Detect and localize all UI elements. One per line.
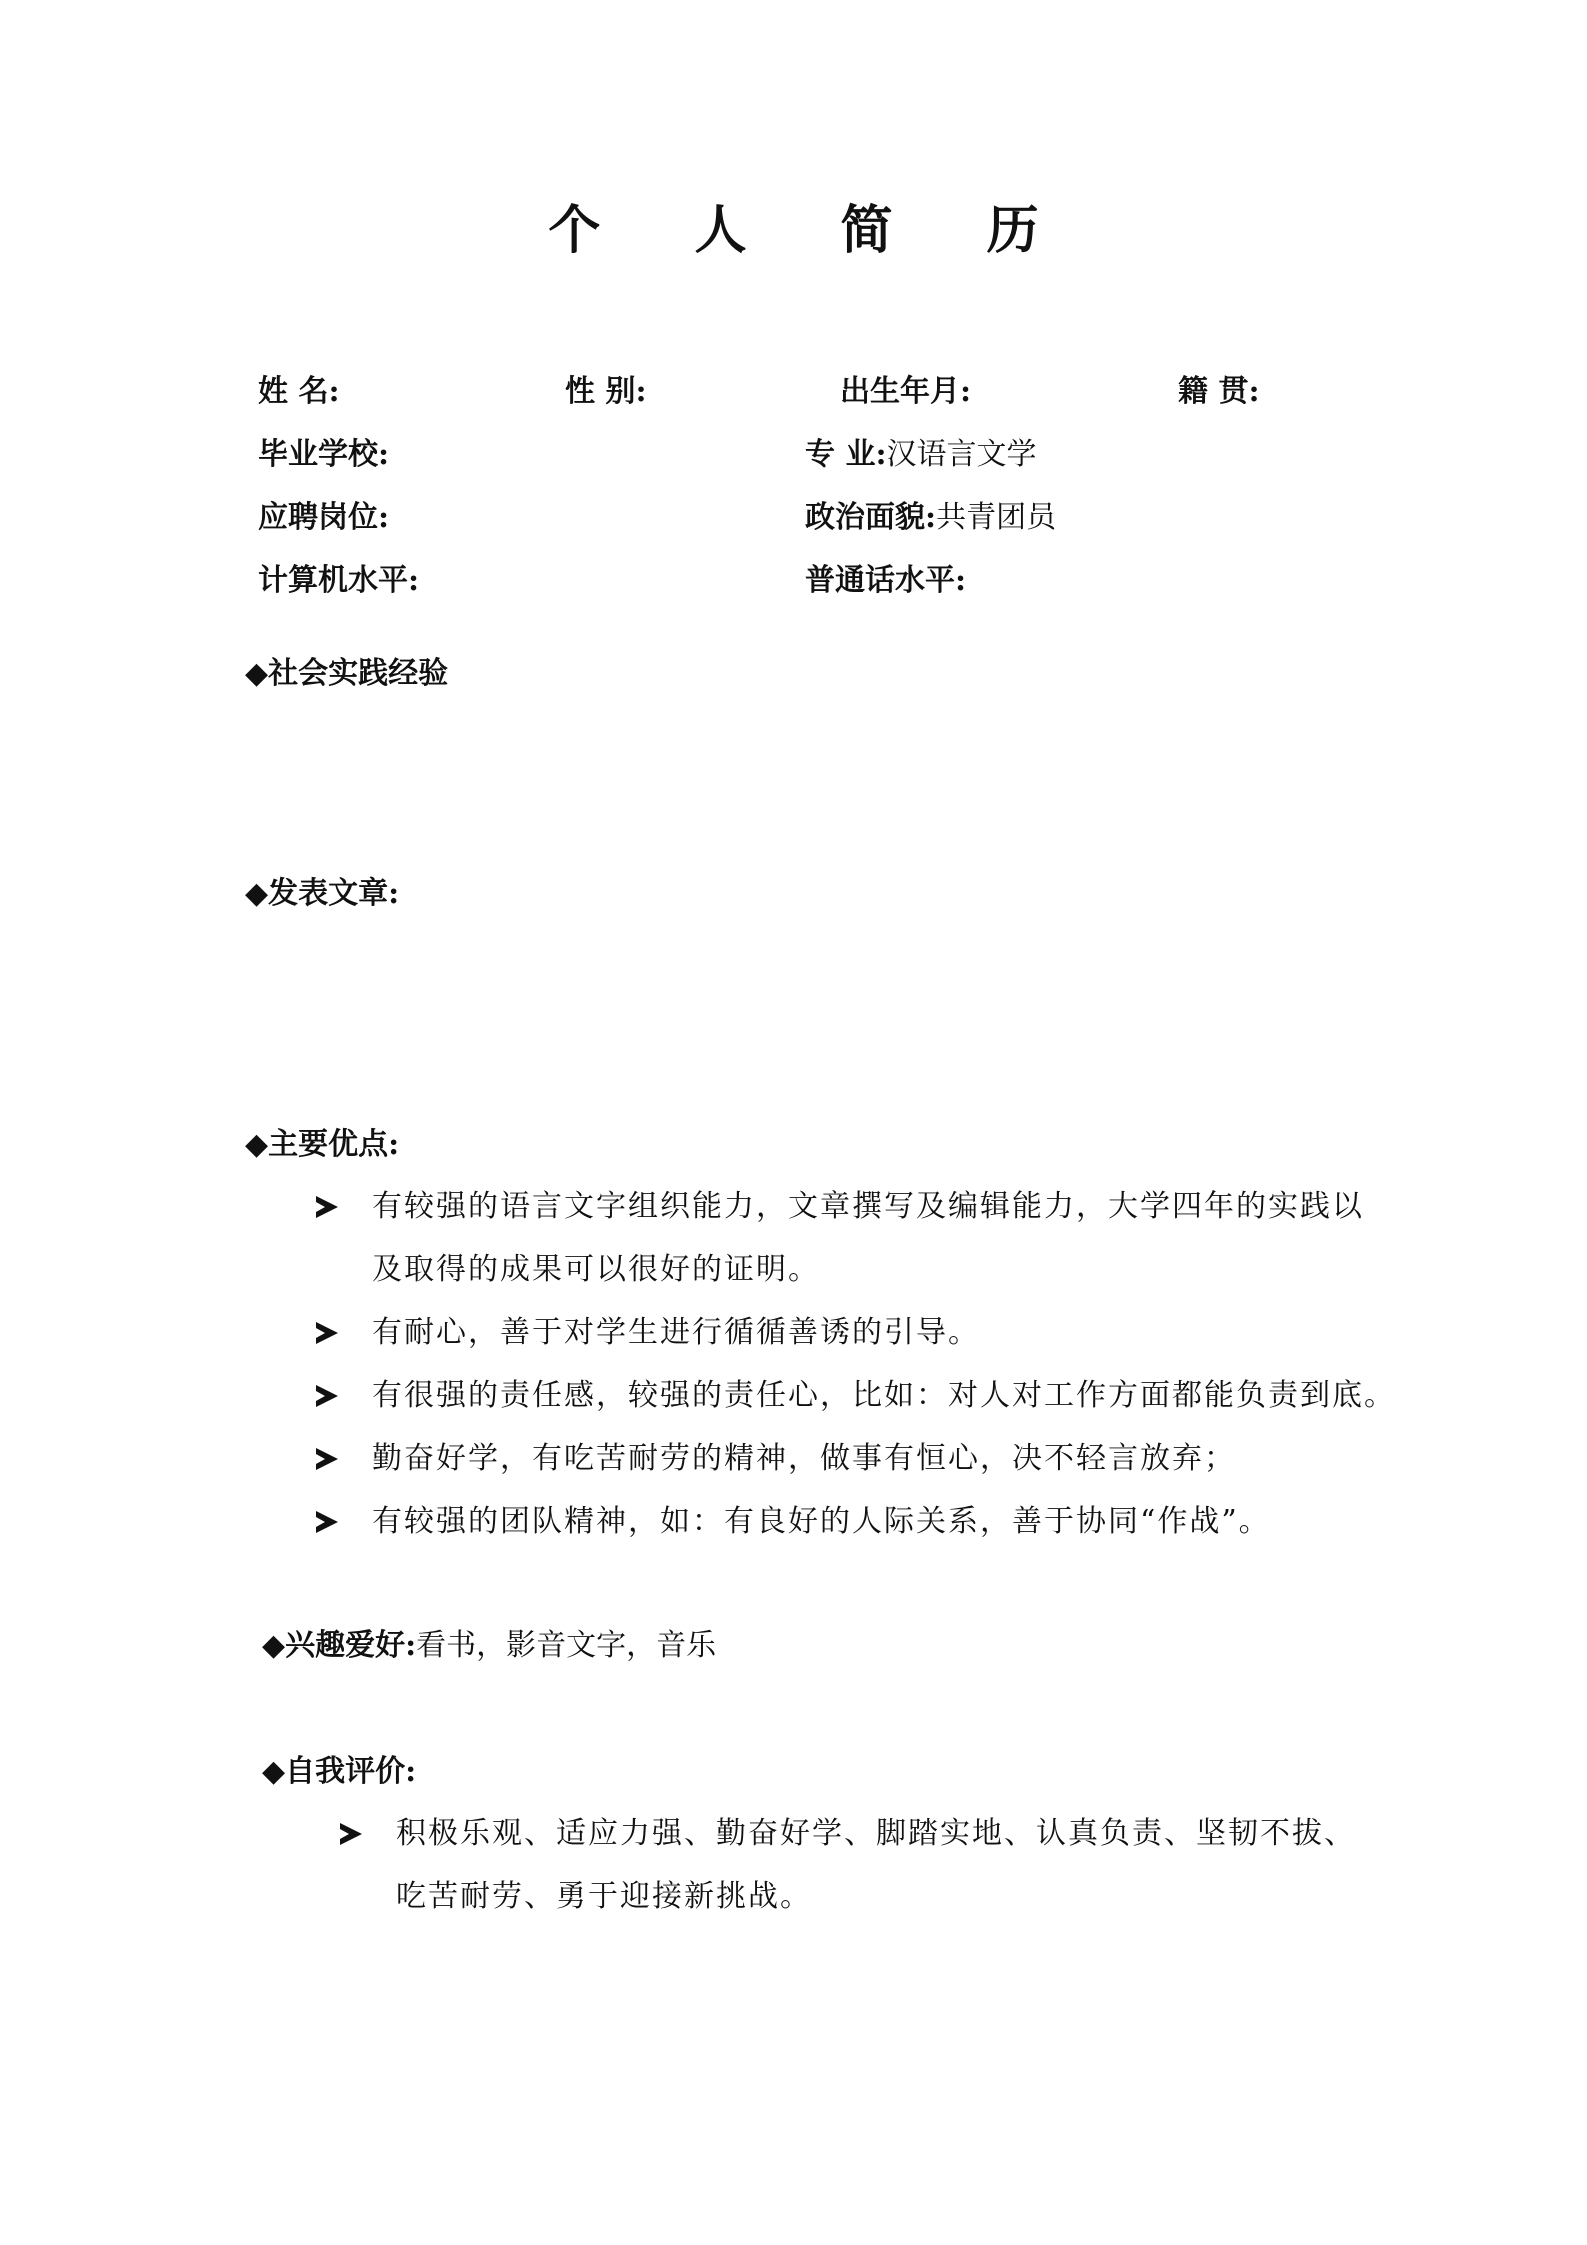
strength-item-5: 有较强的团队精神，如：有良好的人际关系，善于协同“作战”。: [372, 1504, 1271, 1539]
strength-item-3: 有很强的责任感，较强的责任心，比如：对人对工作方面都能负责到底。: [372, 1378, 1396, 1413]
section-articles-heading: ◆发表文章:: [245, 876, 400, 911]
school-label: 毕业学校:: [258, 437, 390, 472]
political-label: 政治面貌:: [805, 500, 937, 535]
strength-item-4: 勤奋好学，有吃苦耐劳的精神，做事有恒心，决不轻言放弃；: [372, 1441, 1236, 1476]
bullet-arrow-icon: [316, 1385, 338, 1407]
strength-item-2: 有耐心，善于对学生进行循循善诱的引导。: [372, 1315, 980, 1350]
section-practice-heading: ◆社会实践经验: [245, 656, 449, 691]
bullet-arrow-icon: [316, 1322, 338, 1344]
bullet-arrow-icon: [316, 1511, 338, 1533]
major-label: 专 业:: [805, 437, 887, 472]
political-field: [805, 496, 1056, 540]
gender-label: 性 别:: [565, 374, 647, 409]
mandarin-level-label: 普通话水平:: [805, 563, 967, 598]
hobbies-field: [262, 1624, 716, 1668]
native-place-label: 籍 贯:: [1178, 374, 1260, 409]
political-value: 共青团员: [936, 500, 1057, 535]
bullet-arrow-icon: [340, 1823, 362, 1845]
major-value: 汉语言文学: [886, 437, 1037, 472]
strength-item-1-line-2: 及取得的成果可以很好的证明。: [372, 1252, 820, 1287]
section-strengths-heading: ◆主要优点:: [245, 1127, 400, 1162]
name-label: 姓 名:: [258, 374, 340, 409]
self-eval-line-1: 积极乐观、适应力强、勤奋好学、脚踏实地、认真负责、坚韧不拔、: [396, 1816, 1356, 1851]
self-eval-line-2: 吃苦耐劳、勇于迎接新挑战。: [396, 1879, 812, 1914]
strength-item-1-line-1: 有较强的语言文字组织能力，文章撰写及编辑能力，大学四年的实践以: [372, 1189, 1364, 1224]
hobbies-label: ◆兴趣爱好:: [262, 1628, 417, 1663]
major-field: [805, 433, 1037, 477]
birth-label: 出生年月:: [840, 374, 972, 409]
page-title: 个 人 简 历: [548, 200, 1077, 261]
bullet-arrow-icon: [316, 1448, 338, 1470]
position-label: 应聘岗位:: [258, 500, 390, 535]
hobbies-value: 看书，影音文字，音乐: [416, 1628, 717, 1663]
computer-level-label: 计算机水平:: [258, 563, 420, 598]
section-self-eval-heading: ◆自我评价:: [262, 1754, 417, 1789]
bullet-arrow-icon: [316, 1196, 338, 1218]
